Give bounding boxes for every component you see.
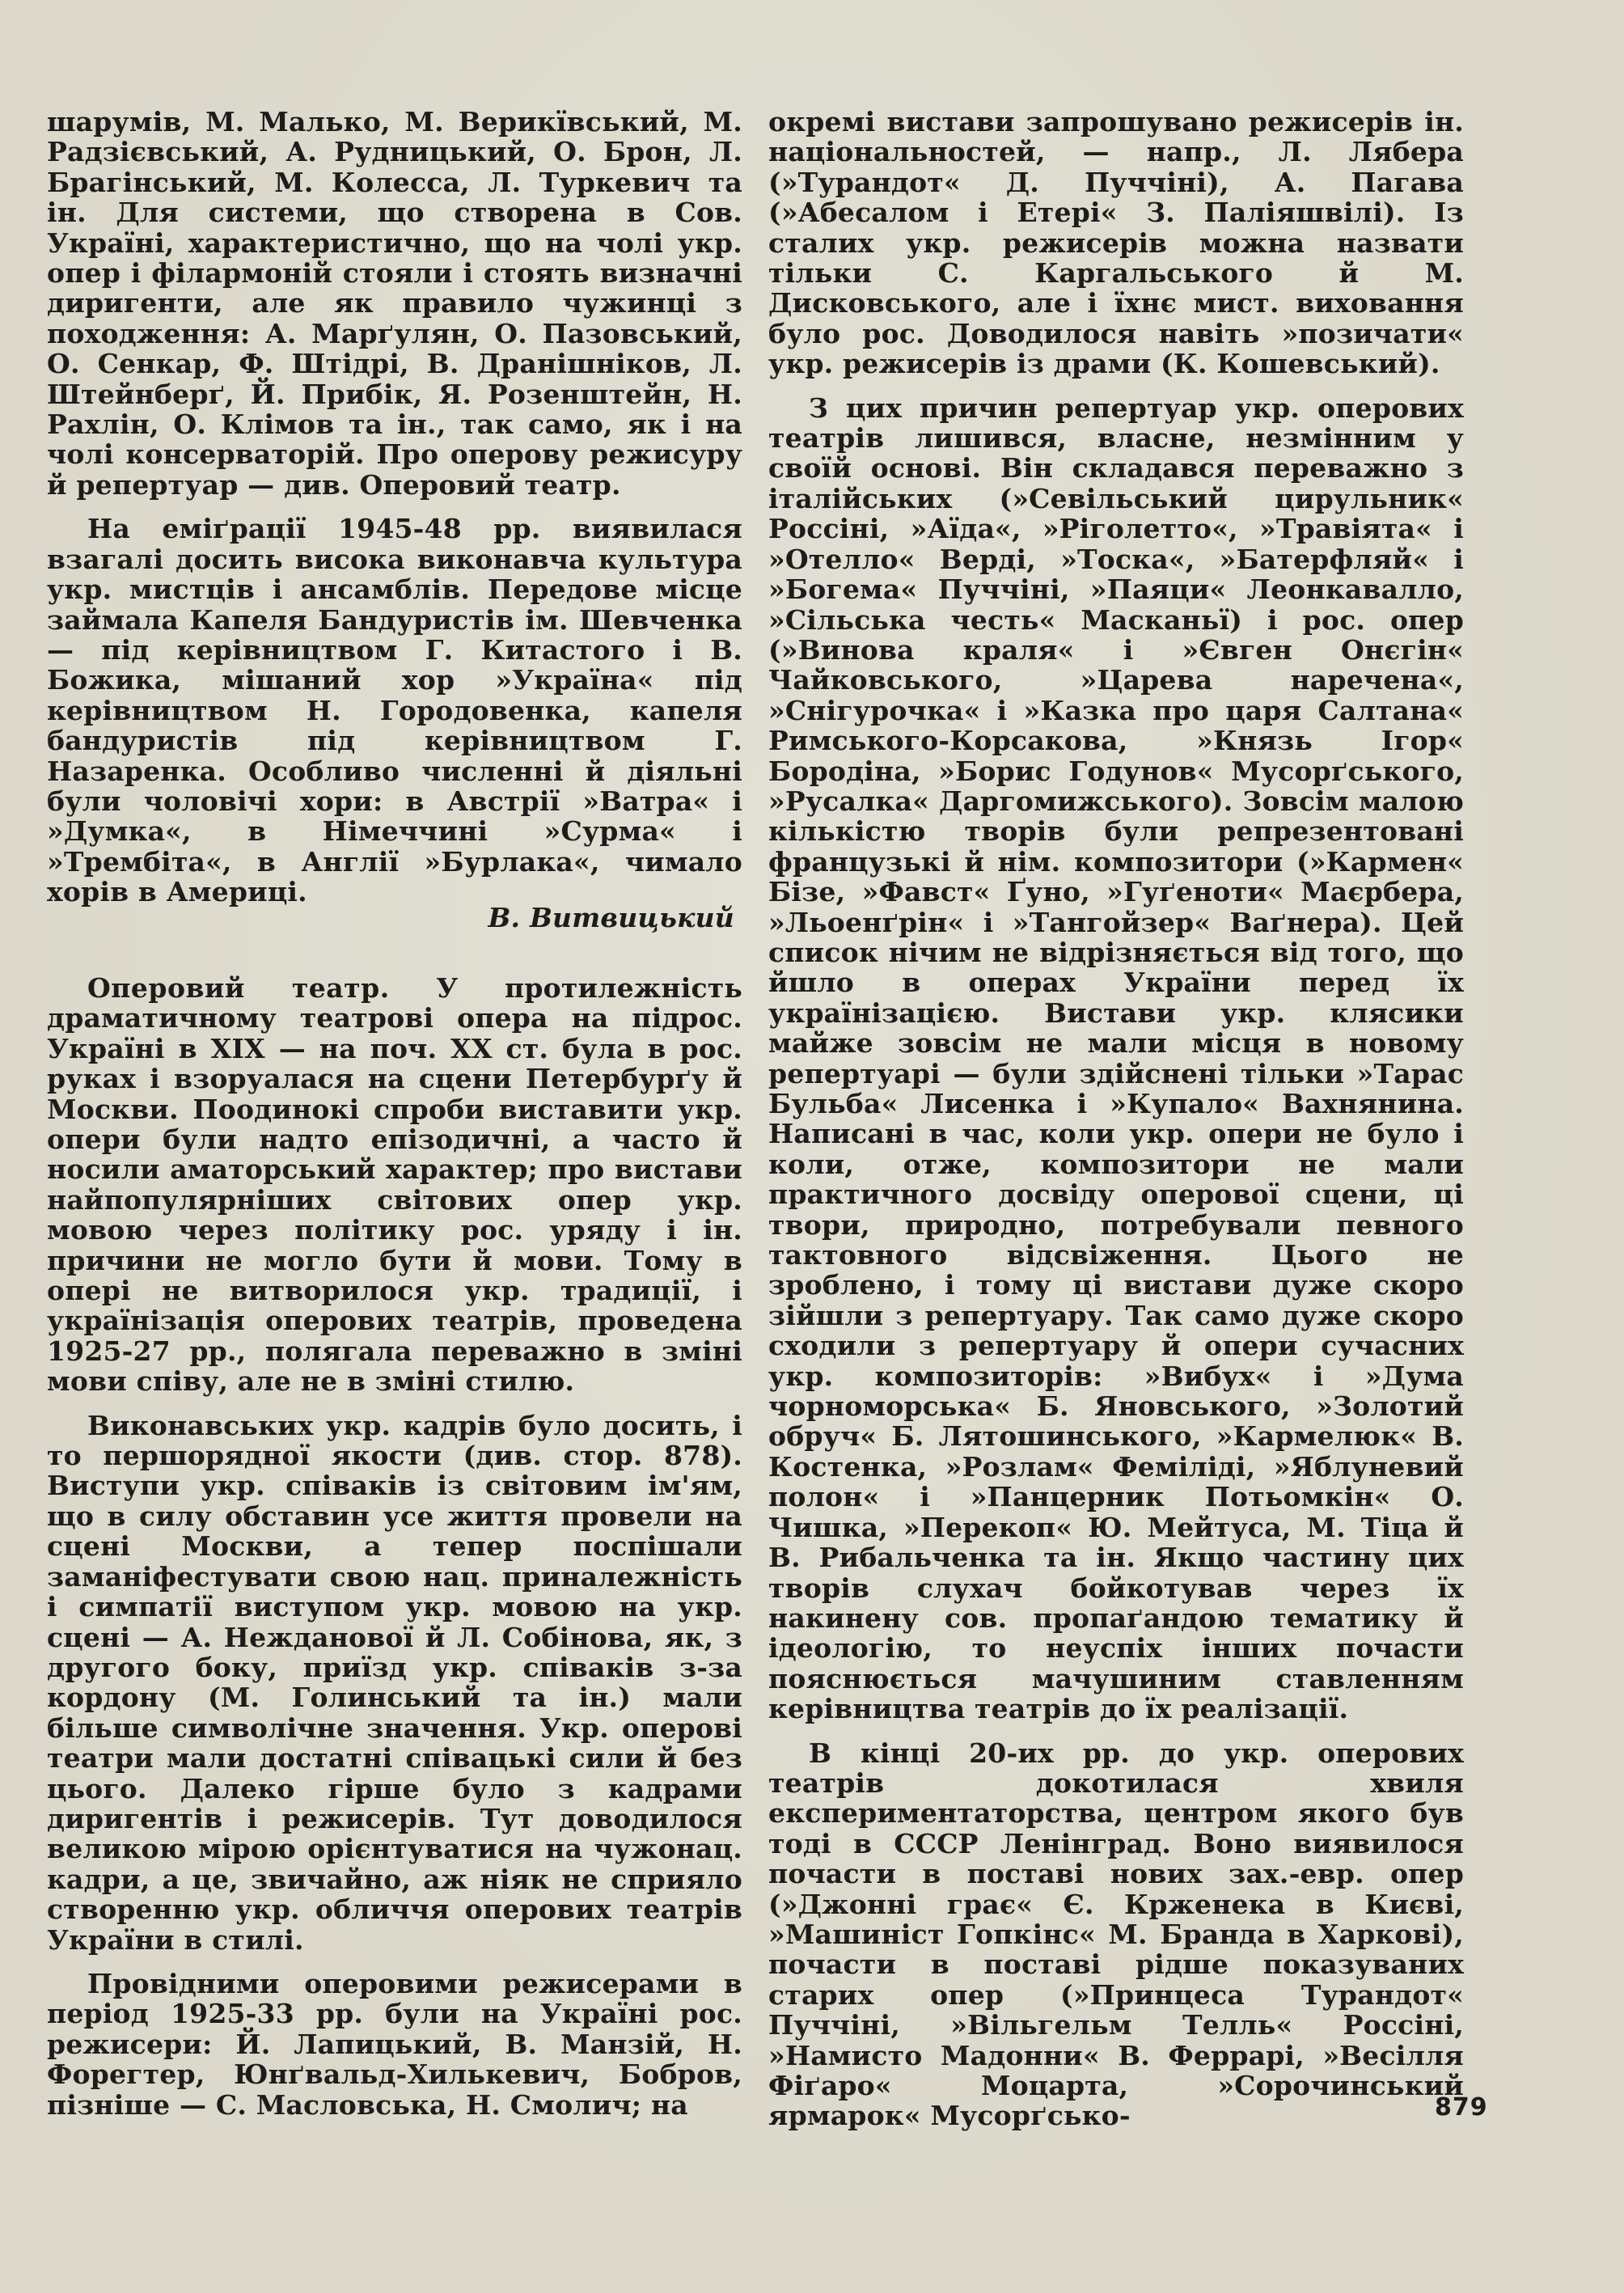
left-column [47,107,742,2134]
page-number: 879 [1435,2093,1488,2122]
paragraph-experiments: В кінці 20-их рр. до укр. оперових театрів докотилася хвиля експериментаторства, центром якого був тоді в СССР Ленінград. Воно виявилося почасти в поставі нових зах.-евр. опер (»Джонні грає« Є. Крженека в Києві, »Машиніст Гопкінс« М. Бранда в Харкові), почасти в поставі рідше показуваних старих опер (»Принцеса Турандот« Пуччіні, »Вільгельм Телль« Россіні, »Намисто Мадонни« В. Феррарі, »Весілля Фіґаро« Моцарта, »Сорочинський ярмарок« Мусорґсько- [768,1737,1464,2132]
author-signature: В. Витвицький [488,901,734,933]
paragraph-repertoire: З цих причин репертуар укр. оперових театрів лишився, власне, незмінним у своїй основі. Він складався переважно з італійських (»Севільський цирульник« Россіні, »Аїда«, »Ріголетто«, »Травіята« і »Отелло« Верді, »Тоска«, »Батерфляй« і »Богема« Пуччіні, »Паяци« Леонкавалло, »Сільська честь« Масканьї) і рос. опер (»Винова краля« і »Євген Онєгін« Чайковського, »Царева наречена«, »Снігурочка« і »Казка про царя Салтана« Римського-Корсакова, »Князь Ігор« Бородіна, »Борис Годунов« Мусорґського, »Русалка« Даргомижського). Зовсім малою кількістю творів були репрезентовані французькі й нім. композитори (»Кармен« Бізе, »Фавст« Ґуно, »Гуґеноти« Маєрбера, »Льоенґрін« і »Тангойзер« Ваґнера). Цей список нічим не відрізняється від того, що йшло в операх України перед їх українізацією. Вистави укр. клясики майже зовсім не мали місця в новому репертуарі — були здійснені тільки »Тарас Бульба« Лисенка і »Купало« Вахнянина. Написані в час, коли укр. опери не було і коли, отже, композитори не мали практичного досвіду оперової сцени, ці твори, природно, потребували певного тактовного відсвіження. Цього не зроблено, і тому ці вистави дуже скоро зійшли з репертуару. Так само дуже скоро сходили з репертуару й опери сучасних укр. композиторів: »Вибух« і »Дума чорноморська« Б. Яновського, »Золотий обруч« Б. Лятошинського, »Кармелюк« В. Костенка, »Розлам« Феміліді, »Яблуневий полон« і »Панцерник Потьомкін« О. Чишка, »Перекоп« Ю. Мейтуса, М. Тіца й В. Рибальченка та ін. Якщо частину цих творів слухач бойкотував через їх накинену сов. пропаґандою тематику й ідеологію, то неуспіх інших почасти пояснюється мачушиним ставленням керівництва театрів до їх реалізації. [768,391,1464,1725]
paragraph-directors: Провідними оперовими режисерами в період 1925-33 рр. були на Україні рос. режисери: Й. Лапицький, В. Манзій, Н. Форегтер, Юнґвальд-Хилькевич, Бобров, пізніше — С. Масловська, Н. Смолич; на [47,1967,742,2121]
paragraph-opera-theatre-intro [47,973,742,1397]
paragraph-conductors: шарумів, М. Малько, М. Верикївський, М. Радзієвський, А. Рудницький, О. Брон, Л. Брагінський, М. Колесса, Л. Туркевич та ін. Для системи, що створена в Сов. Україні, характеристично, що на чолі укр. опер і філармоній стояли і стоять визначні диригенти, але як правило чужинці з походження: А. Марґулян, О. Пазовський, О. Сенкар, Ф. Штідрі, В. Дранішніков, Л. Штейнберґ, Й. Прибік, Я. Розенштейн, Н. Рахлін, О. Клімов та ін., так само, як і на чолі консерваторій. Про оперову режисуру й репертуар — див. Оперовий театр. [47,106,742,501]
entry-title: Оперовий театр. [87,971,390,1004]
paragraph-emigration: На еміґрації 1945-48 рр. виявилася взагалі досить висока виконавча культура укр. мистців і ансамблів. Передове місце займала Капеля Бандуристів ім. Шевченка — під керівництвом Г. Китастого і В. Божика, мішаний хор »Україна« під керівництвом Н. Городовенка, капеля бандуристів під керівництвом Г. Назаренка. Особливо численні й діяльні були чоловічі хори: в Австрії »Ватра« і »Думка«, в Німеччині »Сурма« і »Трембіта«, в Англії »Бурлака«, чимало хорів в Америці. [47,513,742,908]
right-column [768,107,1464,2145]
paragraph-foreign-directors: окремі вистави запрошувано режисерів ін. національностей, — напр., Л. Лябера (»Турандот« Д. Пуччіні), А. Пагава (»Абесалом і Етері« З. Паліяшвілі). Із сталих укр. режисерів можна назвати тільки С. Каргальського й М. Дисковського, але і їхнє мист. виховання було рос. Доводилося навіть »позичати« укр. режисерів із драми (К. Кошевський). [768,106,1464,380]
entry-intro-text: У протилежність драматичному театрові опера на підрос. Україні в XIX — на поч. XX ст. була в рос. руках і взоруалася на сцени Петербурґу й Москви. Поодинокі спроби виставити укр. опери були надто епізодичні, а часто й носили аматорський характер; про вистави найпопулярніших світових опер укр. мовою через політику рос. уряду і ін. причини не могло бути й мови. Тому в опері не витворилося укр. традиції, і українізація оперових театрів, проведена 1925-27 рр., полягала переважно в зміні мови співу, але не в зміні стилю. [47,971,743,1398]
paragraph-performers: Виконавських укр. кадрів було досить, і то першорядної якости (див. стор. 878). Виступи укр. співаків із світовим ім'ям, що в силу обставин усе життя провели на сцені Москви, а тепер поспішали заманіфестувати свою нац. приналежність і симпатії виступом укр. мовою на укр. сцені — А. Нежданової й Л. Собінова, як, з другого боку, приїзд укр. співаків з-за кордону (М. Голинський та ін.) мали більше символічне значення. Укр. оперові театри мали достатні співацькі сили й без цього. Далеко гірше було з кадрами диригентів і режисерів. Тут доводилося великою мірою орієнтуватися на чужонац. кадри, а це, звичайно, аж ніяк не сприяло створенню укр. обличчя оперових театрів України в стилі. [47,1409,742,1956]
